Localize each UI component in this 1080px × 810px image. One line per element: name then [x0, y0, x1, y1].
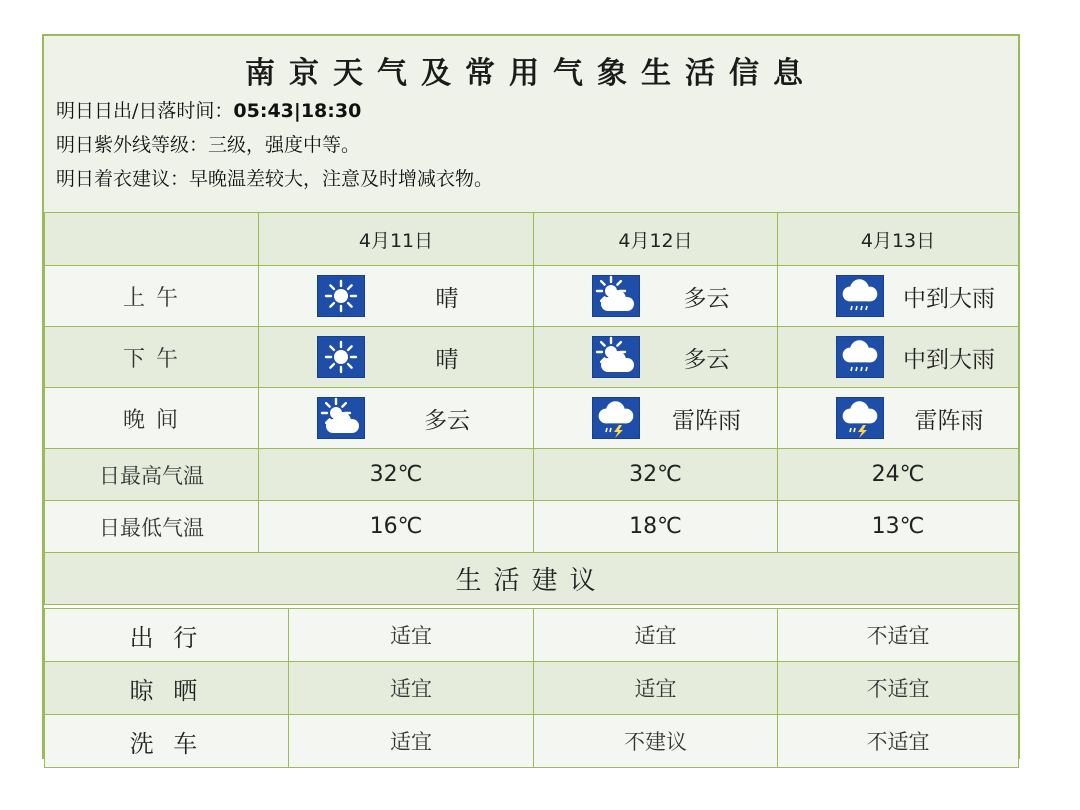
period-label: 下 午	[45, 327, 259, 388]
low-temp-label: 日最低气温	[45, 501, 259, 553]
life-value: 适宜	[289, 662, 534, 715]
sunrise-value: 05:43|18:30	[233, 100, 362, 122]
info-header	[44, 36, 1018, 213]
date-cell: 4月12日	[534, 213, 778, 266]
life-value: 适宜	[534, 609, 778, 662]
weather-text: 多云	[683, 346, 730, 373]
weather-text: 中到大雨	[903, 285, 995, 312]
temp-cell: 24℃	[778, 449, 1019, 501]
sunny-icon	[317, 336, 365, 378]
partly-cloudy-icon	[592, 275, 640, 317]
weather-text: 中到大雨	[903, 346, 995, 373]
rain-icon	[836, 336, 884, 378]
low-temp-row	[45, 501, 1019, 553]
weather-card	[42, 34, 1020, 759]
life-value: 不适宜	[778, 715, 1019, 768]
life-row	[45, 715, 1019, 768]
life-value: 适宜	[534, 662, 778, 715]
life-value: 不建议	[534, 715, 778, 768]
corner-cell	[45, 213, 259, 266]
page-title: 南京天气及常用气象生活信息	[245, 56, 817, 91]
life-value: 不适宜	[778, 609, 1019, 662]
life-value: 适宜	[289, 609, 534, 662]
date-cell: 4月11日	[259, 213, 534, 266]
weather-text: 雷阵雨	[672, 407, 741, 434]
weather-text: 多云	[424, 407, 470, 434]
life-section-row	[45, 553, 1019, 605]
temp-cell: 13℃	[778, 501, 1019, 553]
date-cell: 4月13日	[778, 213, 1019, 266]
weather-text: 雷阵雨	[914, 407, 984, 434]
weather-text: 多云	[683, 285, 730, 312]
period-label: 晚 间	[45, 388, 259, 449]
life-value: 适宜	[289, 715, 534, 768]
temp-cell: 32℃	[259, 449, 534, 501]
period-row-afternoon	[45, 327, 1019, 388]
period-row-evening	[45, 388, 1019, 449]
temp-cell: 32℃	[534, 449, 778, 501]
life-label: 洗 车	[45, 715, 289, 768]
high-temp-label: 日最高气温	[45, 449, 259, 501]
date-row	[45, 213, 1019, 266]
temp-cell: 16℃	[259, 501, 534, 553]
partly-cloudy-icon	[592, 336, 640, 378]
thunderstorm-icon	[836, 397, 884, 439]
period-label: 上 午	[45, 266, 259, 327]
period-row-morning	[45, 266, 1019, 327]
sunrise-sunset-line	[56, 96, 361, 123]
clothing-line: 明日着衣建议：早晚温差较大，注意及时增减衣物。	[56, 168, 494, 190]
uv-line: 明日紫外线等级：三级，强度中等。	[56, 134, 361, 156]
sunny-icon	[317, 275, 365, 317]
life-table	[44, 608, 1019, 768]
temp-cell: 18℃	[534, 501, 778, 553]
weather-text: 晴	[435, 346, 459, 373]
sunrise-label: 明日日出/日落时间：	[56, 100, 234, 122]
life-value: 不适宜	[778, 662, 1019, 715]
thunderstorm-icon	[592, 397, 640, 439]
forecast-table	[44, 212, 1019, 605]
life-row	[45, 662, 1019, 715]
life-label: 晾 晒	[45, 662, 289, 715]
weather-text: 晴	[435, 285, 459, 312]
life-row	[45, 609, 1019, 662]
partly-cloudy-icon	[317, 397, 365, 439]
high-temp-row	[45, 449, 1019, 501]
life-label: 出 行	[45, 609, 289, 662]
rain-icon	[836, 275, 884, 317]
life-section-title: 生活建议	[45, 553, 1019, 605]
